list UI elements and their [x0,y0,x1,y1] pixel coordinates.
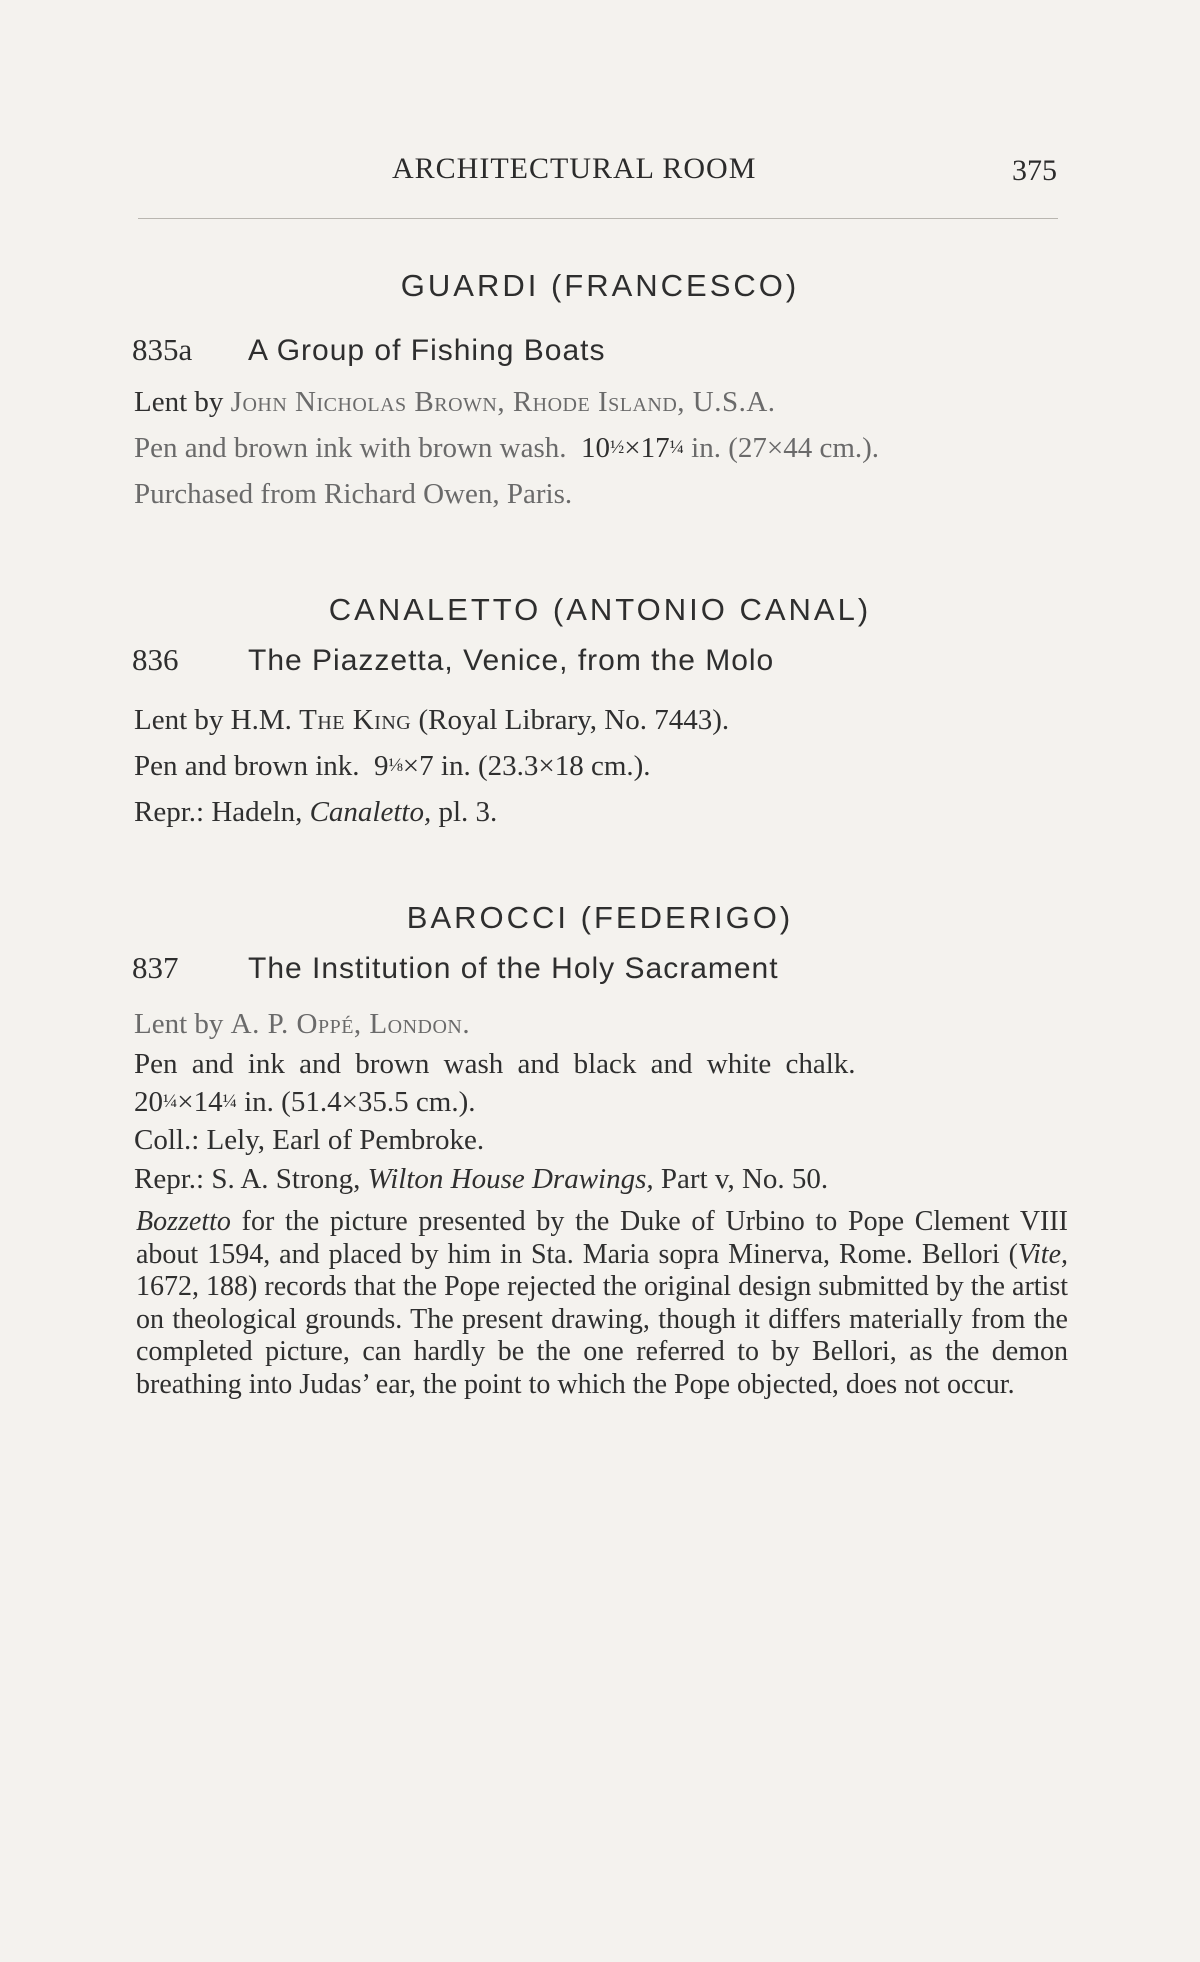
size-a: 20 [134,1086,163,1118]
repr-line [134,796,497,829]
note-text-2: 1672, 188) records that the Pope rejected the original design submitted by the artist on theological grounds. The present drawing, though it differs materially from the completed picture, can hardly be the one referred to by Bellori, as the demon breathing into Judas’ ear, the point to which the Pope objected, does not occur. [136,1271,1068,1400]
lent-prefix: Lent by H.M. [134,704,292,736]
repr-suffix: Part v, No. 50. [660,1163,829,1195]
medium-text: Pen and ink and brown wash and black and white chalk. [134,1048,856,1080]
lent-by-line [134,1008,470,1041]
size-cm: in. (27×44 cm.). [691,432,880,464]
entry-title-text: The Piazzetta, Venice, from the Molo [248,644,775,677]
entry-title-text: A Group of Fishing Boats [248,334,606,367]
lent-prefix: Lent by [134,386,224,418]
size-a: 9 [374,750,389,782]
page-number: 375 [1012,154,1057,187]
catalogue-note [136,1206,1068,1401]
repr-line [134,1163,828,1196]
repr-suffix: pl. 3. [438,796,498,828]
entry-title-837 [132,950,779,986]
size-a-frac: ⅛ [388,755,403,776]
running-head-title: ARCHITECTURAL ROOM [392,152,757,185]
coll-line: Coll.: Lely, Earl of Pembroke. [134,1124,485,1156]
size-b-frac: ¼ [222,1091,237,1112]
size-line: 20¼×14¼ in. (51.4×35.5 cm.). [134,1086,476,1118]
artist-heading-barocci: BAROCCI (FEDERIGO) [406,900,794,935]
medium-line: Pen and brown ink. 9⅛×7 in. (23.3×18 cm.). [134,750,651,782]
entry-number: 837 [132,950,179,985]
medium-line [134,1048,1066,1081]
medium-text: Pen and brown ink. [134,750,360,782]
lent-by-line [134,704,729,737]
size-cm: in. (23.3×18 cm.). [440,750,651,782]
artist-heading-canaletto: CANALETTO (ANTONIO CANAL) [328,592,872,627]
lender-suffix: (Royal Library, No. 7443). [418,704,730,736]
entry-title-836 [132,642,774,678]
medium-text: Pen and brown ink with brown wash. [134,432,567,464]
lender-name: John Nicholas Brown, Rhode Island, U.S.A. [230,386,776,418]
repr-prefix: Repr.: Hadeln, [134,796,303,828]
note-text-1: for the picture presented by the Duke of Urbino to Pope Clement VIII about 1594, and placed by him in Sta. Maria sopra Minerva, Rome. Bellori ( [136,1206,1069,1270]
lent-by-line [134,386,776,419]
provenance-line: Purchased from Richard Owen, Paris. [134,478,573,510]
size-b-frac: ¼ [669,437,684,458]
medium-line: Pen and brown ink with brown wash. 10½×17¼ in. (27×44 cm.). [134,432,880,464]
size-b: 17 [640,432,670,464]
size-cm: in. (51.4×35.5 cm.). [244,1086,476,1118]
size-a-frac: ½ [610,437,625,458]
repr-title: Canaletto, [309,796,432,828]
entry-title-835a [132,332,606,368]
lender-name: A. P. Oppé, London. [230,1008,471,1040]
entry-title-text: The Institution of the Holy Sacrament [248,952,779,985]
entry-number: 835a [132,332,193,367]
size-a: 10 [581,432,611,464]
artist-heading-guardi: GUARDI (FRANCESCO) [400,268,800,303]
size-a-frac: ¼ [163,1091,178,1112]
running-head [0,152,1200,196]
repr-prefix: Repr.: S. A. Strong, [134,1163,361,1195]
lender-name: The King [299,704,412,736]
repr-title: Wilton House Drawings, [367,1163,654,1195]
note-italic-term: Bozzetto [136,1206,231,1237]
entry-number: 836 [132,642,179,677]
note-italic-vite: Vite, [1017,1238,1068,1270]
lent-prefix: Lent by [134,1008,224,1040]
size-b: 7 [419,750,434,782]
header-rule [138,218,1058,219]
size-b: 14 [193,1086,223,1118]
